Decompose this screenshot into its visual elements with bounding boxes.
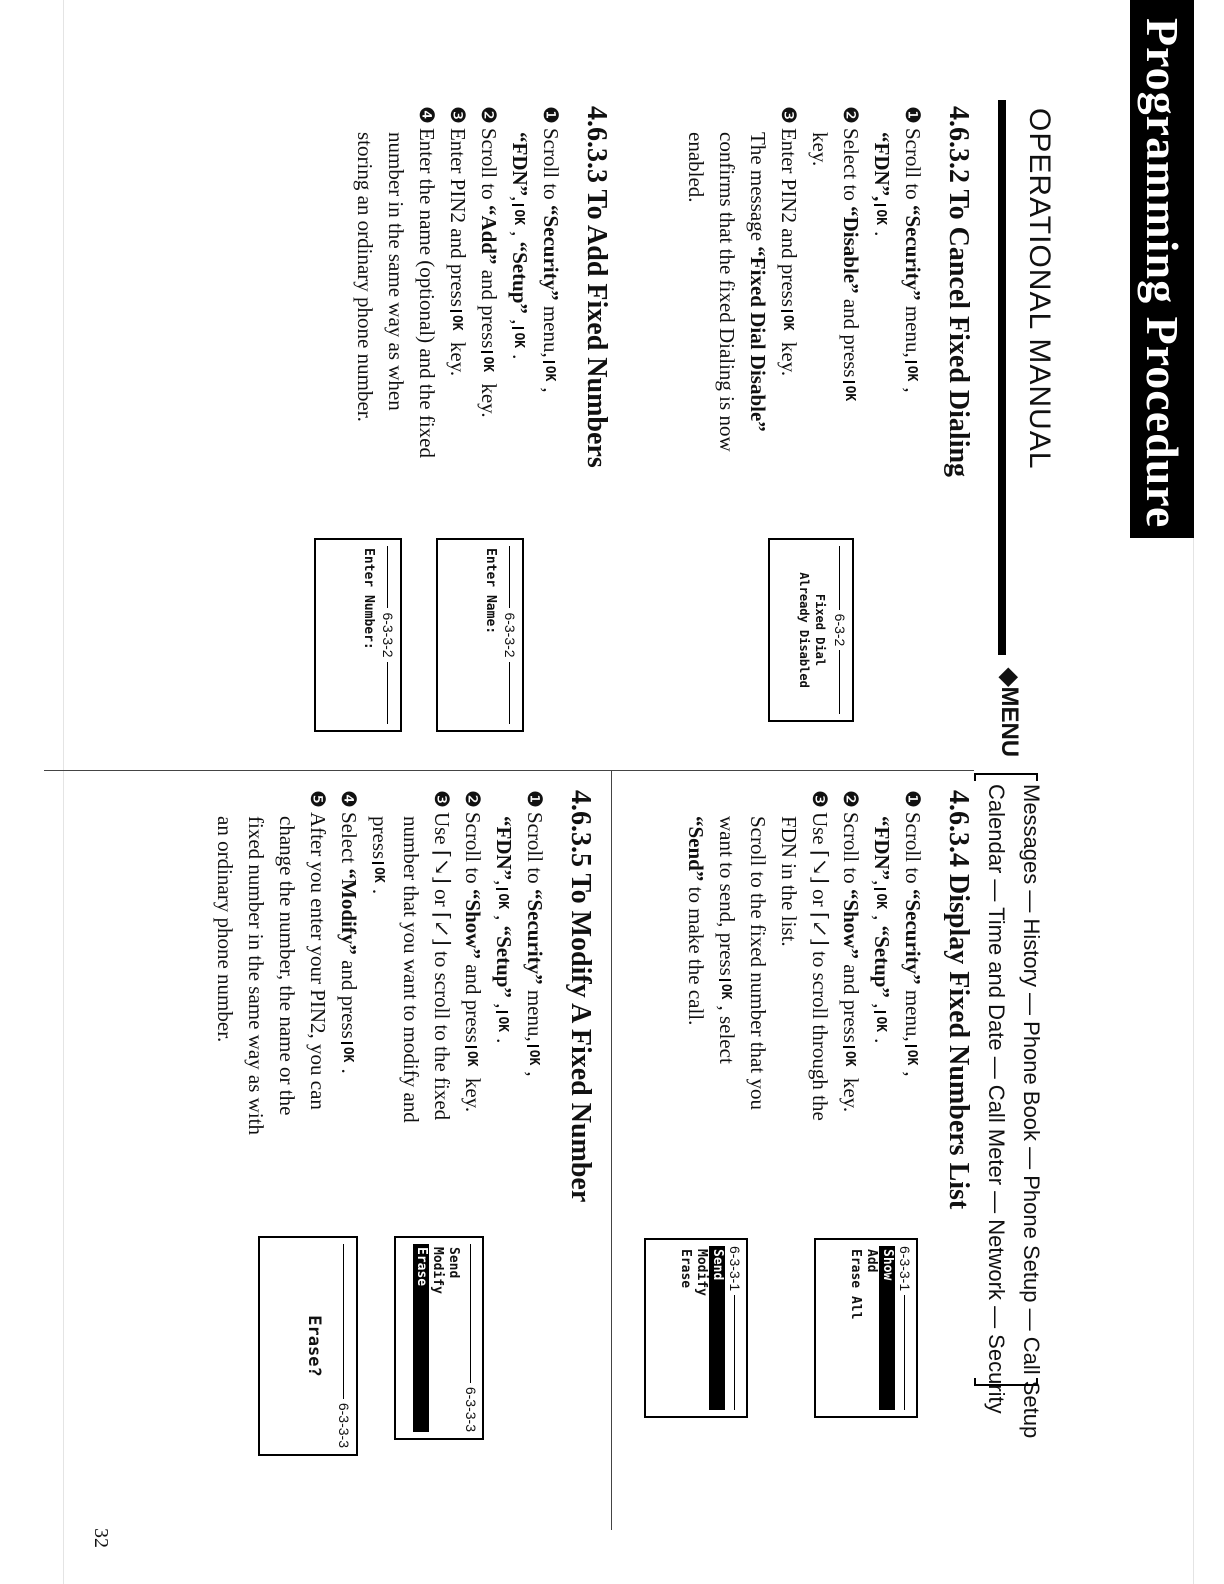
step-line xyxy=(209,790,240,1210)
step-text: . xyxy=(870,231,894,237)
screen-line: Fixed Dial xyxy=(813,593,827,667)
screen-menu-list xyxy=(675,1240,727,1416)
step-line xyxy=(442,106,473,526)
page-number: 32 xyxy=(90,1528,112,1548)
step-keyword: “Security” xyxy=(901,888,925,985)
step-text: key. xyxy=(446,336,470,377)
step-text: Select to xyxy=(839,127,863,207)
step-text: Scroll to xyxy=(539,127,563,205)
screen-menu-item: Modify xyxy=(430,1247,445,1294)
ok-key-icon: OK xyxy=(465,1046,477,1070)
step-text: and press xyxy=(461,958,485,1043)
step-number-icon: ❹ xyxy=(337,790,361,808)
step-line xyxy=(742,790,773,1210)
step-text: The message xyxy=(746,132,770,247)
ok-key-icon: OK xyxy=(781,310,793,334)
step-keyword: “Add” xyxy=(477,204,501,265)
step-text: to make the call. xyxy=(684,881,708,1026)
ok-key-icon: OK xyxy=(543,361,555,385)
step-line xyxy=(835,790,866,1210)
step-number-icon: ❷ xyxy=(839,790,863,808)
section-title-cancel-fixed-dialing: 4.6.3.2 To Cancel Fixed Dialing xyxy=(943,106,974,478)
step-text: key. xyxy=(477,378,501,418)
step-text: Scroll to xyxy=(901,811,925,889)
step-text: Scroll to xyxy=(839,811,863,889)
scan-guide-line xyxy=(63,0,64,1584)
step-number-icon: ❸ xyxy=(446,106,470,124)
step-line xyxy=(773,106,804,526)
step-keyword: “Setup” xyxy=(508,241,532,314)
ok-key-icon: OK xyxy=(341,1042,353,1066)
screen-code: 6-3-3-3 xyxy=(336,1402,352,1448)
screen-line: Already Disabled xyxy=(797,572,811,688)
section-title-add-fixed-numbers: 4.6.3.3 To Add Fixed Numbers xyxy=(581,106,612,468)
ok-key-icon: OK xyxy=(874,204,886,228)
ok-key-icon: OK xyxy=(905,1045,917,1069)
ok-key-icon: OK xyxy=(372,862,384,886)
ok-key-icon: OK xyxy=(512,204,524,228)
steps-display-fixed-numbers xyxy=(680,790,928,1210)
screen-code: 6-3-3-2 xyxy=(502,612,518,658)
step-text: , xyxy=(492,997,516,1009)
step-number-icon: ❷ xyxy=(839,106,863,124)
step-text: , xyxy=(539,387,563,393)
step-text: , xyxy=(870,915,894,926)
step-text: . xyxy=(337,1068,361,1074)
step-text: key. xyxy=(839,1072,863,1113)
steps-cancel-fixed-dialing xyxy=(680,106,928,526)
ok-key-icon: OK xyxy=(527,1045,539,1069)
manual-title: OPERATIONAL MANUAL xyxy=(1023,108,1056,470)
step-text: want to send, press xyxy=(715,816,739,976)
step-line xyxy=(711,790,742,1210)
step-text: , xyxy=(508,231,532,242)
ok-key-icon: OK xyxy=(905,361,917,385)
step-keyword: “FDN” xyxy=(508,132,532,197)
step-number-icon: ❶ xyxy=(539,106,563,124)
step-text: , xyxy=(523,1071,547,1077)
step-line xyxy=(271,790,302,1210)
step-line xyxy=(897,106,928,526)
step-text: , xyxy=(870,997,894,1009)
step-line xyxy=(473,106,504,526)
ok-key-icon: OK xyxy=(719,979,731,1003)
screen-code: 6-3-3-1 xyxy=(727,1246,743,1292)
step-line xyxy=(742,106,773,526)
step-text: menu, xyxy=(901,984,925,1042)
step-number-icon: ❷ xyxy=(477,106,501,124)
ok-key-icon: OK xyxy=(874,888,886,912)
screen-caption xyxy=(336,1238,356,1454)
step-keyword: “Show” xyxy=(461,888,485,959)
step-line xyxy=(866,106,897,526)
screen-code: 6-3-3-2 xyxy=(380,612,396,658)
step-text: Scroll to xyxy=(461,811,485,889)
step-text: Enter the name (optional) and the fixed xyxy=(415,127,439,458)
screen-line: Enter Name: xyxy=(483,548,498,635)
step-keyword: “Setup” xyxy=(492,925,516,998)
ok-key-icon: OK xyxy=(496,888,508,912)
screen-menu-item: Modify xyxy=(694,1249,709,1296)
step-text: . xyxy=(870,1038,894,1044)
step-text: Select xyxy=(337,811,361,869)
step-line xyxy=(349,106,380,526)
screen-menu-item: Add xyxy=(864,1249,879,1273)
section-title-display-fixed-numbers: 4.6.3.4 Display Fixed Numbers List xyxy=(943,790,974,1210)
section-title-modify-fixed-number: 4.6.3.5 To Modify A Fixed Number xyxy=(565,790,596,1203)
screen-menu-item: Erase All xyxy=(848,1249,863,1320)
step-text: change the number, the name or the xyxy=(275,816,299,1116)
step-line xyxy=(504,106,535,526)
step-line xyxy=(897,790,928,1210)
menu-path-line-2: Calendar — Time and Date — Call Meter — Network — Security xyxy=(984,784,1009,1414)
step-text: . xyxy=(508,354,532,360)
step-text: key. xyxy=(777,336,801,377)
step-text: After you enter your PIN2, you can xyxy=(306,811,330,1110)
lcd-screen-enter-number xyxy=(314,538,402,732)
steps-add-fixed-numbers xyxy=(349,106,566,526)
step-keyword: “FDN”, xyxy=(870,132,894,202)
step-number-icon: ❶ xyxy=(901,790,925,808)
step-text: menu, xyxy=(539,300,563,358)
step-keyword: “Fixed Dial Disable” xyxy=(746,246,770,432)
step-text: menu, xyxy=(523,984,547,1042)
step-text: . xyxy=(368,888,392,895)
step-line xyxy=(426,790,457,1210)
step-text: , xyxy=(492,915,516,926)
step-text: menu, xyxy=(901,300,925,358)
menu-path-line-1: Messages — History — Phone Book — Phone Setup — Call Setup xyxy=(1019,784,1044,1439)
screen-code: 6-3-3-1 xyxy=(897,1246,913,1292)
screen-caption xyxy=(502,540,522,730)
step-text: and press xyxy=(839,293,863,378)
step-line xyxy=(711,106,742,526)
step-number-icon: ❶ xyxy=(523,790,547,808)
ok-key-icon: OK xyxy=(496,1011,508,1035)
step-text: and press xyxy=(839,958,863,1043)
step-keyword: “FDN” xyxy=(870,816,894,881)
lcd-screen-erase-confirm xyxy=(258,1236,358,1456)
screen-menu-item: Send xyxy=(709,1246,725,1410)
screen-caption xyxy=(897,1240,916,1416)
screen-menu-item: Show xyxy=(879,1246,895,1410)
step-keyword: “Show” xyxy=(839,888,863,959)
menu-bracket xyxy=(974,773,1038,781)
screen-caption xyxy=(727,1240,746,1416)
step-text: Scroll to xyxy=(901,127,925,205)
ok-key-icon: OK xyxy=(843,1046,855,1070)
lcd-screen-fdn-options xyxy=(644,1238,748,1418)
step-text: Enter PIN2 and press xyxy=(777,127,801,307)
section-banner: Programming Procedure xyxy=(1130,0,1194,538)
step-text: Scroll to the fixed number that you xyxy=(746,816,770,1110)
step-keyword: “Disable” xyxy=(839,206,863,294)
screen-caption xyxy=(380,540,400,730)
step-line xyxy=(804,106,835,526)
step-keyword: “Security” xyxy=(523,888,547,985)
step-line xyxy=(804,790,835,1210)
step-keyword: “Setup” xyxy=(870,925,894,998)
screen-menu-item: Erase xyxy=(413,1244,429,1432)
steps-modify-fixed-number xyxy=(209,790,550,1210)
step-line xyxy=(380,106,411,526)
step-keyword: “Send” xyxy=(684,816,708,882)
ok-key-icon: OK xyxy=(874,1011,886,1035)
menu-label: ◆MENU xyxy=(996,668,1023,758)
step-number-icon: ❷ xyxy=(461,790,485,808)
step-text: , xyxy=(901,1071,925,1077)
step-line xyxy=(333,790,364,1210)
step-keyword: “FDN” xyxy=(492,816,516,881)
screen-code: 6-3-2 xyxy=(832,613,848,647)
step-text: , select xyxy=(715,1005,739,1064)
screen-menu-item: Erase xyxy=(678,1249,693,1289)
step-text: an ordinary phone number. xyxy=(213,816,237,1043)
screen-line: Erase? xyxy=(304,1315,324,1377)
lcd-screen-modify-options xyxy=(394,1236,484,1440)
step-line xyxy=(519,790,550,1210)
lcd-screen-fdn-menu xyxy=(814,1238,918,1418)
lcd-screen-enter-name xyxy=(436,538,524,732)
step-line xyxy=(680,790,711,1210)
step-text: fixed number in the same way as with xyxy=(244,816,268,1135)
step-text: , xyxy=(508,313,532,325)
step-number-icon: ❺ xyxy=(306,790,330,808)
step-text: , xyxy=(508,196,532,202)
step-line xyxy=(240,790,271,1210)
step-line xyxy=(835,106,866,526)
step-number-icon: ❸ xyxy=(808,790,832,808)
step-text: key. xyxy=(461,1072,485,1113)
ok-key-icon: OK xyxy=(512,327,524,351)
step-text: . xyxy=(492,1038,516,1044)
step-text: key. xyxy=(808,132,832,167)
step-text: Scroll to xyxy=(523,811,547,889)
screen-code: 6-3-3-3 xyxy=(463,1386,479,1432)
screen-menu-item: Send xyxy=(446,1247,461,1279)
screen-caption xyxy=(832,540,852,720)
screen-menu-list xyxy=(411,1238,463,1438)
step-line xyxy=(488,790,519,1210)
step-text: number that you want to modify and xyxy=(399,816,423,1123)
step-text: confirms that the fixed Dialing is now xyxy=(715,132,739,452)
step-text: , xyxy=(492,880,516,886)
step-line xyxy=(457,790,488,1210)
step-line xyxy=(411,106,442,526)
step-number-icon: ❹ xyxy=(415,106,439,124)
step-line xyxy=(395,790,426,1210)
step-text: , xyxy=(870,880,894,886)
step-text: Use ⌈↘⌋ or ⌈↙⌋ to scroll to the fixed xyxy=(430,811,454,1121)
step-text: FDN in the list. xyxy=(777,816,801,947)
step-text: Use ⌈↘⌋ or ⌈↙⌋ to scroll through the xyxy=(808,811,832,1121)
step-number-icon: ❸ xyxy=(430,790,454,808)
step-text: press xyxy=(368,816,392,860)
lcd-screen-fixed-dial-disabled xyxy=(768,538,854,722)
step-text: , xyxy=(901,387,925,393)
step-keyword: “Security” xyxy=(539,204,563,301)
column-divider xyxy=(44,770,974,771)
step-line xyxy=(364,790,395,1210)
ok-key-icon: OK xyxy=(481,351,493,375)
step-line xyxy=(302,790,333,1210)
title-rule xyxy=(998,100,1006,655)
step-number-icon: ❸ xyxy=(777,106,801,124)
step-text: Enter PIN2 and press xyxy=(446,127,470,307)
ok-key-icon: OK xyxy=(450,310,462,334)
step-line xyxy=(680,106,711,526)
step-line xyxy=(535,106,566,526)
step-text: storing an ordinary phone number. xyxy=(353,132,377,422)
step-line xyxy=(866,790,897,1210)
step-text: Scroll to xyxy=(477,127,501,205)
section-divider xyxy=(611,770,612,1530)
step-text: and press xyxy=(337,954,361,1039)
screen-line: Enter Number: xyxy=(361,548,376,650)
ok-key-icon: OK xyxy=(843,381,855,405)
step-keyword: “Modify” xyxy=(337,868,361,955)
step-number-icon: ❶ xyxy=(901,106,925,124)
screen-menu-list xyxy=(845,1240,897,1416)
step-line xyxy=(773,790,804,1210)
step-keyword: “Security” xyxy=(901,204,925,301)
screen-caption xyxy=(463,1238,482,1438)
step-text: number in the same way as when xyxy=(384,132,408,411)
step-text: and press xyxy=(477,264,501,349)
menu-bracket-end xyxy=(974,1378,1038,1386)
step-text: enabled. xyxy=(684,132,708,203)
